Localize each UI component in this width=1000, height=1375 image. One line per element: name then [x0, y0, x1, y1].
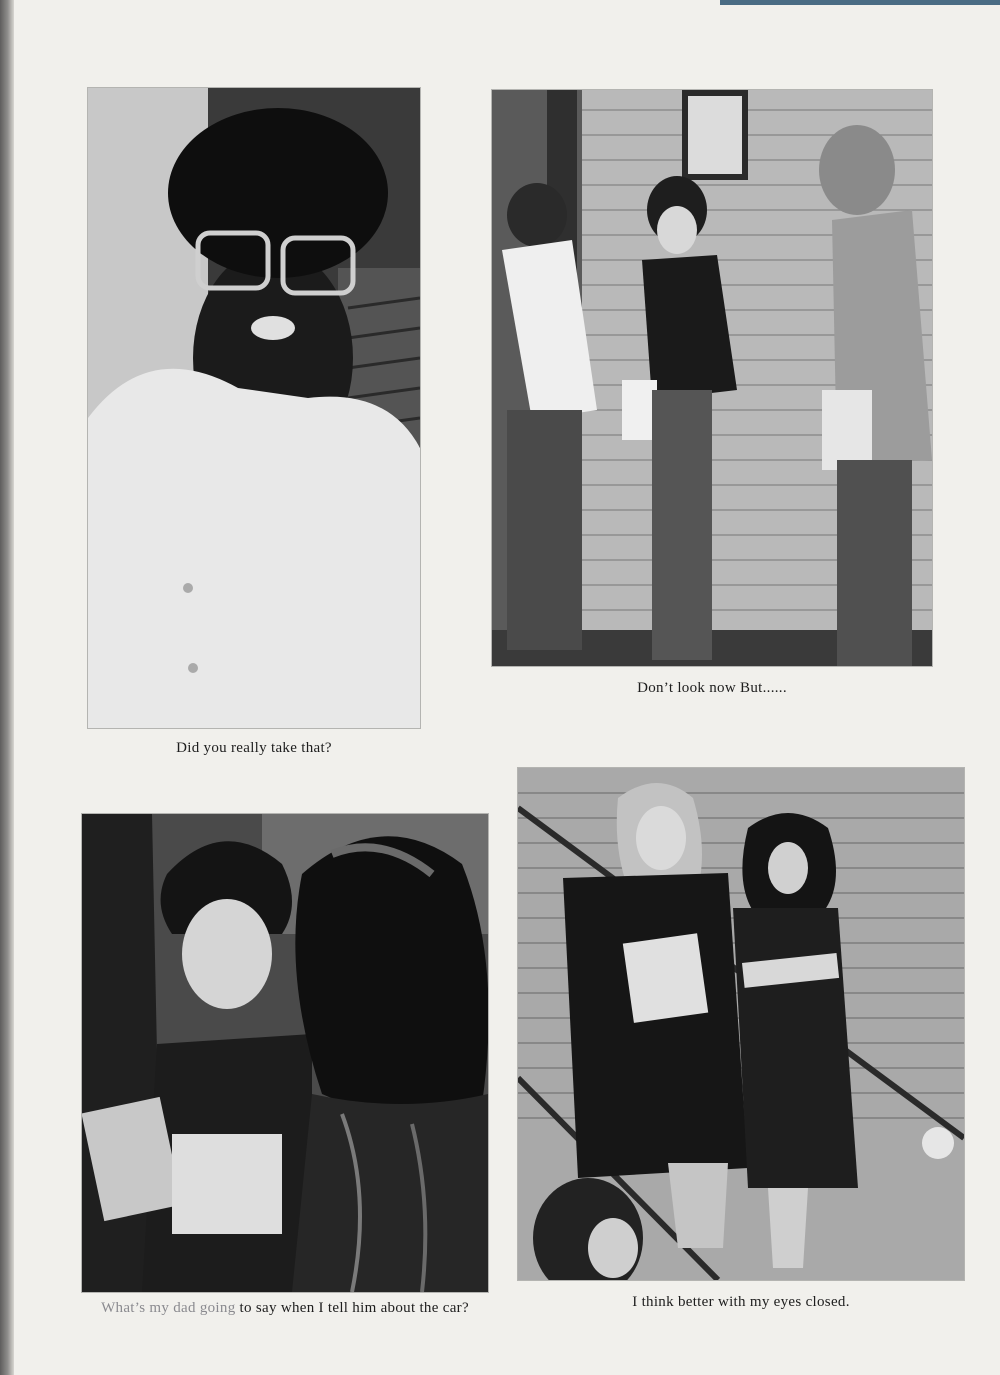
photo-caption: Did you really take that?: [176, 740, 332, 756]
photo-caption-text: to say when I tell him about the car?: [235, 1300, 469, 1316]
photo-two-girls-hair: [82, 814, 488, 1292]
photo-portrait-glasses: [88, 88, 420, 728]
page-binding-edge: [0, 0, 14, 1375]
photo-caption-faded-part: What’s my dad going: [101, 1300, 236, 1316]
photo-three-boys-brick-wall: [492, 90, 932, 666]
photo-caption: [70, 1300, 500, 1317]
photo-girls-on-stairs: [518, 768, 964, 1280]
photo-caption: I think better with my eyes closed.: [632, 1294, 850, 1310]
photo-caption: Don’t look now But......: [637, 680, 787, 696]
cover-edge: [720, 0, 1000, 5]
